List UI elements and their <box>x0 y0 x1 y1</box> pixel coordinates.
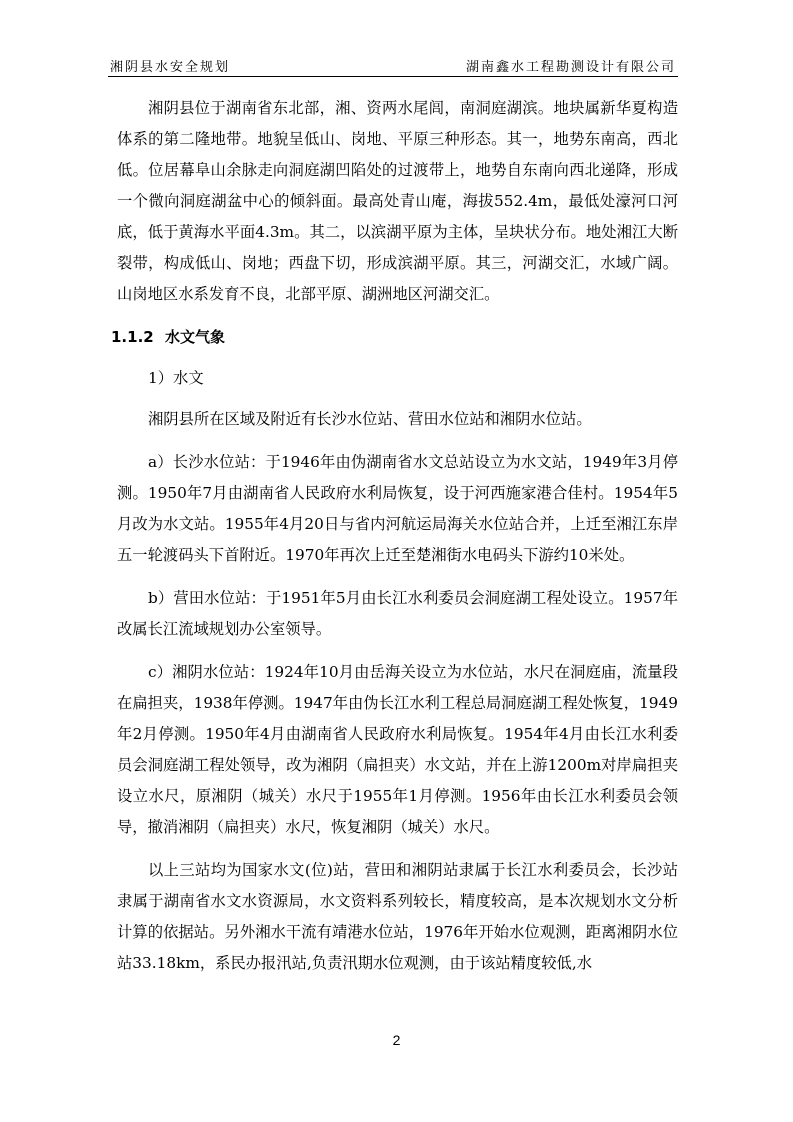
paragraph-changsha-station: a）长沙水位站：于1946年由伪湖南省水文总站设立为水文站，1949年3月停测。1950年7月由湖南省人民政府水利局恢复，设于河西施家港合佳村。1954年5月改为水文站。1955年4月20日与省内河航运局海关水位站合并，上迁至湘江东岸五一轮渡码头下首附近。1970年再次上迁至楚湘街水电码头下游约10米处。 <box>117 453 678 564</box>
paragraph-geography: 湘阴县位于湖南省东北部，湘、资两水尾闾，南洞庭湖滨。地块属新华夏构造体系的第二隆地带。地貌呈低山、岗地、平原三种形态。其一，地势东南高，西北低。位居幕阜山余脉走向洞庭湖凹陷处的过渡带上，地势自东南向西北递降，形成一个微向洞庭湖盆中心的倾斜面。最高处青山庵，海拔552.4m，最低处濠河口河底，低于黄海水平面4.3m。其二，以滨湖平原为主体，呈块状分布。地处湘江大断裂带，构成低山、岗地；西盘下切，形成滨湖平原。其三，河湖交汇，水域广阔。山岗地区水系发育不良，北部平原、湖洲地区河湖交汇。 <box>117 99 678 303</box>
subsection-heading: 1）水文 <box>148 369 204 387</box>
header-document-title: 湘阴县水安全规划 <box>110 60 231 75</box>
page-header <box>108 54 678 77</box>
section-number: 1.1.2 <box>111 328 154 346</box>
page-body <box>111 93 678 979</box>
header-company-name: 湖南鑫水工程勘测设计有限公司 <box>465 60 676 75</box>
page-number: 2 <box>392 1032 401 1048</box>
paragraph-stations-summary: 以上三站均为国家水文(位)站，营田和湘阴站隶属于长江水利委员会，长沙站隶属于湖南省水文水资源局，水文资料系列较长，精度较高，是本次规划水文分析计算的依据站。另外湘水干流有靖港水位站，1976年开始水位观测，距离湘阴水位站33.18km，系民办报汛站,负责汛期水位观测，由于该站精度较低,水 <box>117 861 678 972</box>
paragraph-stations-intro: 湘阴县所在区域及附近有长沙水位站、营田水位站和湘阴水位站。 <box>148 410 592 428</box>
paragraph-xiangyin-station: c）湘阴水位站：1924年10月由岳海关设立为水位站，水尺在洞庭庙，流量段在扁担夹，1938年停测。1947年由伪长江水利工程总局洞庭湖工程处恢复，1949年2月停测。1950年4月由湖南省人民政府水利局恢复。1954年4月由长江水利委员会洞庭湖工程处领导，改为湘阴（扁担夹）水文站，并在上游1200m对岸扁担夹设立水尺，原湘阴（城关）水尺于1955年1月停测。1956年由长江水利委员会领导，撤消湘阴（扁担夹）水尺，恢复湘阴（城关）水尺。 <box>117 663 678 836</box>
section-title: 水文气象 <box>165 328 226 346</box>
paragraph-yingtian-station: b）营田水位站：于1951年5月由长江水利委员会洞庭湖工程处设立。1957年改属长江流域规划办公室领导。 <box>117 589 678 638</box>
section-heading <box>111 322 678 353</box>
